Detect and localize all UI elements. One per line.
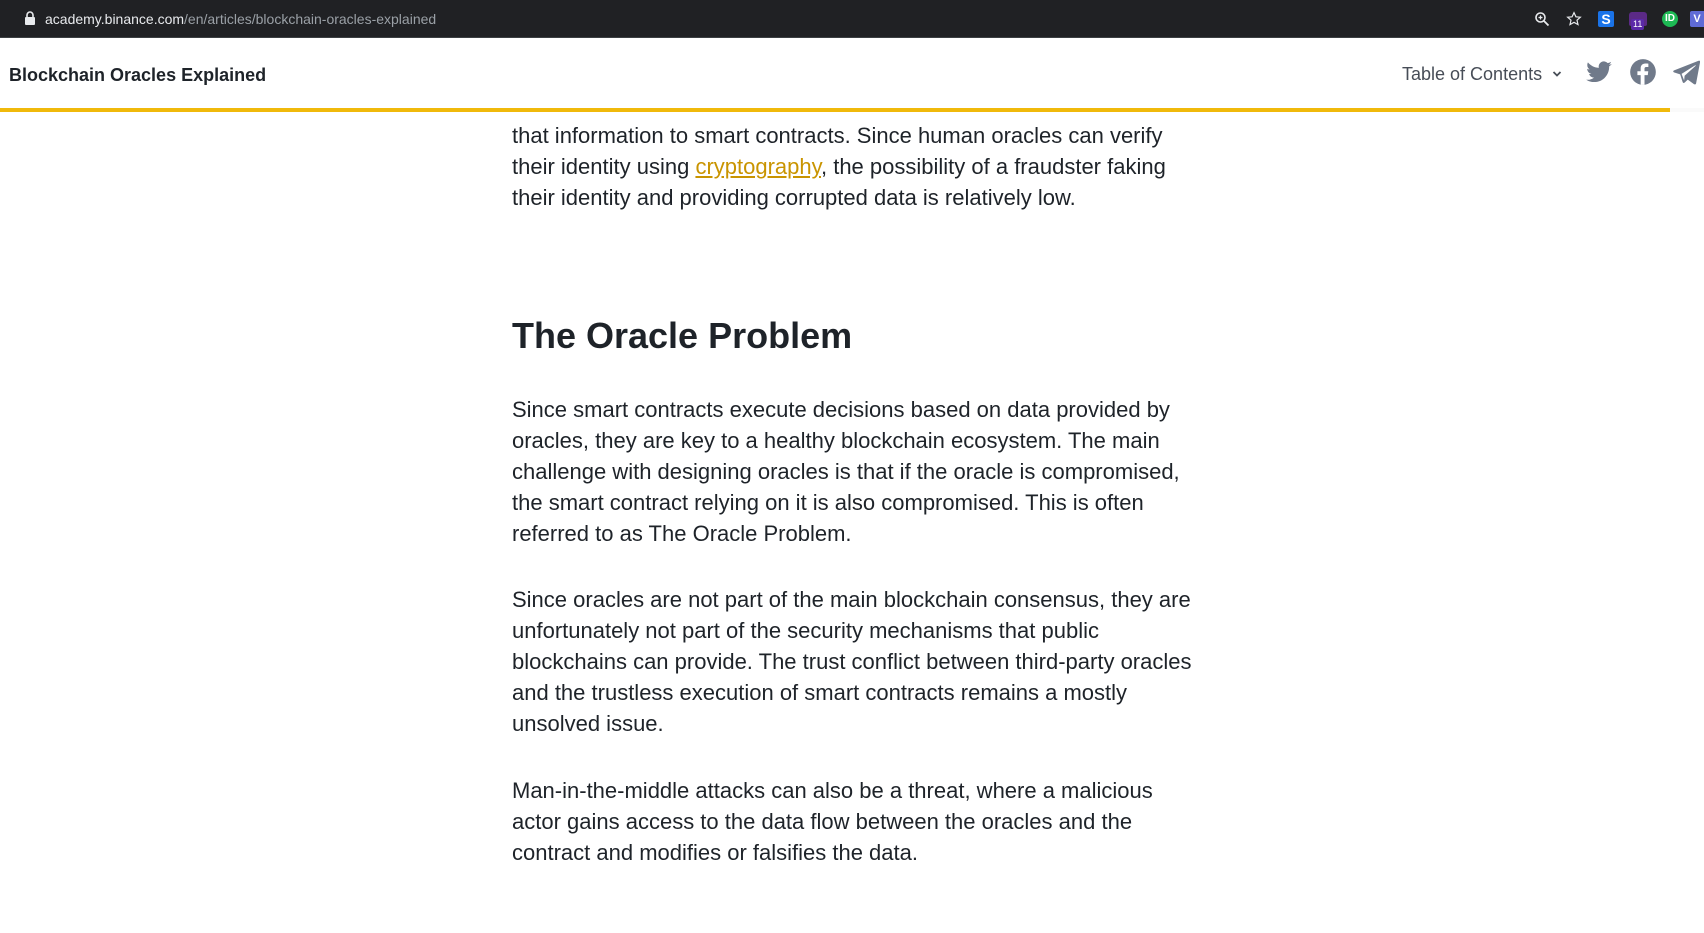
reading-progress-bar (0, 108, 1704, 112)
intro-paragraph-tail: that information to smart contracts. Since human oracles can verify their identity using cryptography, the possibility of a fraudster faking their identity and providing corrupted data is relatively low. (512, 123, 1166, 210)
site-header (0, 38, 1704, 110)
extension-green-icon[interactable]: ID (1658, 7, 1682, 31)
twitter-icon[interactable] (1585, 58, 1613, 86)
url-field[interactable] (45, 11, 436, 27)
facebook-icon[interactable] (1629, 58, 1657, 86)
telegram-icon[interactable] (1672, 58, 1700, 86)
paragraph: Since oracles are not part of the main blockchain consensus, they are unfortunately not part of the security mechanisms that public blockchains can provide. The trust conflict between third-party oracles and the trustless execution of smart contracts remains a mostly unsolved issue. (512, 587, 1192, 736)
star-icon[interactable] (1562, 7, 1586, 31)
extension-badge: 11 (1633, 19, 1643, 29)
browser-address-bar (0, 0, 1704, 38)
url-domain: academy.binance.com (45, 11, 185, 27)
page-title: Blockchain Oracles Explained (9, 65, 267, 85)
browser-toolbar-icons (1522, 7, 1704, 31)
table-of-contents-dropdown[interactable] (1402, 62, 1562, 86)
lock-icon (24, 11, 36, 25)
chevron-down-icon (1552, 69, 1562, 79)
paragraph: Man-in-the-middle attacks can also be a threat, where a malicious actor gains access to the data flow between the oracles and the contract and modifies or falsifies the data. (512, 778, 1153, 865)
extension-hat-icon[interactable] (1626, 7, 1650, 31)
zoom-icon[interactable] (1530, 7, 1554, 31)
url-path: /en/articles/blockchain-oracles-explained (184, 11, 437, 27)
section-heading: The Oracle Problem (512, 315, 853, 356)
cryptography-link[interactable]: cryptography (695, 154, 821, 179)
extension-s-icon[interactable]: S (1594, 7, 1618, 31)
toc-label: Table of Contents (1402, 64, 1543, 84)
reading-progress-fill (0, 108, 1670, 112)
extension-v-icon[interactable]: V (1690, 7, 1704, 31)
paragraph: Since smart contracts execute decisions based on data provided by oracles, they are key to a healthy blockchain ecosystem. The main challenge with designing oracles is that if the oracle is compromised, the smart contract relying on it is also compromised. This is often referred to as The Oracle Problem. (512, 397, 1180, 546)
